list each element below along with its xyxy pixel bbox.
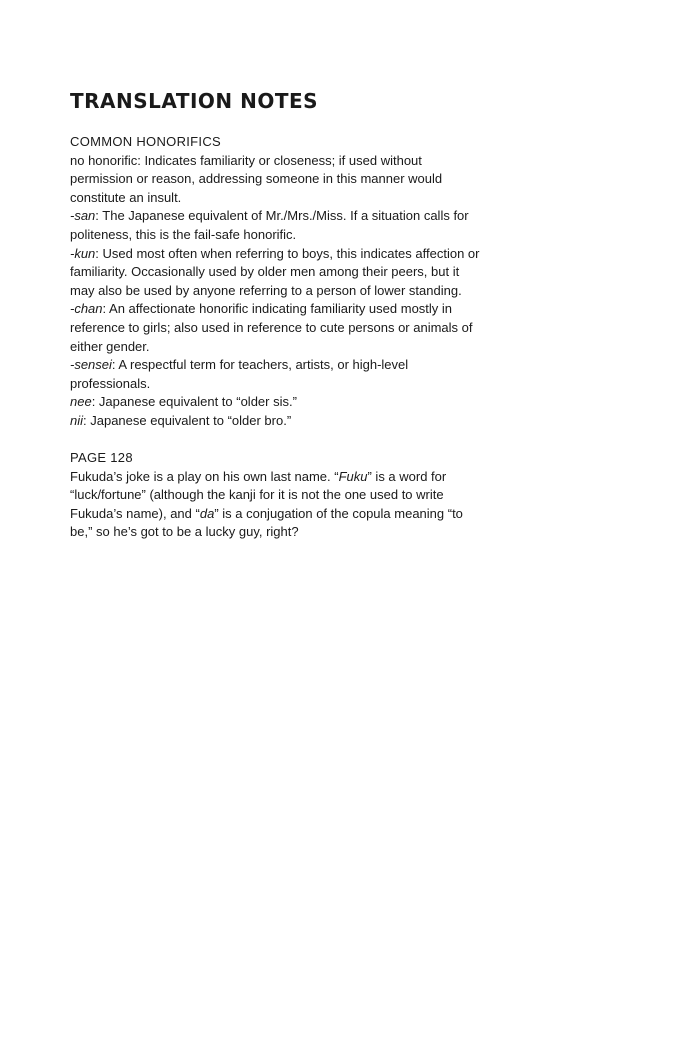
honorific-entry-none: [70, 152, 480, 208]
honorific-definition: : Indicates familiarity or closeness; if used without permission or reason, addressing someone in this manner would constitute an insult.: [70, 152, 443, 205]
page-note-heading: PAGE 128: [70, 450, 133, 466]
honorific-entry-nii: [70, 412, 480, 431]
honorific-entry-chan: [70, 300, 480, 356]
honorific-term: -sensei: [70, 357, 112, 373]
section-spacer: [70, 431, 480, 450]
honorific-entry-sensei: [70, 356, 480, 393]
note-text: ” is a conjugation of the copula meaning “to be,” so he’s got to be a lucky guy, right?: [70, 505, 463, 540]
honorific-entry-kun: [70, 245, 480, 301]
honorific-term: nee: [70, 394, 92, 410]
honorific-term: -kun: [70, 245, 96, 261]
honorifics-heading: COMMON HONORIFICS: [70, 134, 221, 149]
honorific-term: nii: [70, 412, 84, 428]
note-term-da: da: [199, 505, 215, 521]
translation-notes-page: [70, 88, 480, 542]
honorific-entry-san: [70, 207, 480, 244]
honorific-definition: : Japanese equivalent to “older sis.”: [91, 394, 297, 410]
honorific-definition: : The Japanese equivalent of Mr./Mrs./Miss. If a situation calls for politeness, this is the fail-safe honorific.: [70, 208, 469, 242]
honorific-term: -chan: [70, 301, 103, 317]
note-text: Fukuda’s joke is a play on his own last name. “: [70, 468, 339, 484]
honorific-term: no honorific: [70, 152, 138, 168]
honorific-term: -san: [70, 208, 96, 224]
note-text: ” is a word for “luck/fortune” (although the kanji for it is not the one used to write Fukuda’s name), and “: [70, 468, 447, 521]
honorific-definition: : An affectionate honorific indicating familiarity used mostly in reference to girls; also used in reference to cute persons or animals of either gender.: [70, 301, 473, 354]
honorific-definition: : Japanese equivalent to “older bro.”: [83, 412, 292, 428]
honorific-definition: : A respectful term for teachers, artists, or high-level professionals.: [70, 357, 409, 391]
page-title: TRANSLATION NOTES: [70, 89, 319, 113]
page-note-body: [70, 468, 480, 542]
honorific-definition: : Used most often when referring to boys, this indicates affection or familiarity. Occasionally used by older men among their peers, but it may also be used by anyone referring to a person of lower standing.: [70, 245, 480, 298]
note-term-fuku: Fuku: [338, 468, 368, 484]
honorific-entry-nee: [70, 393, 480, 412]
